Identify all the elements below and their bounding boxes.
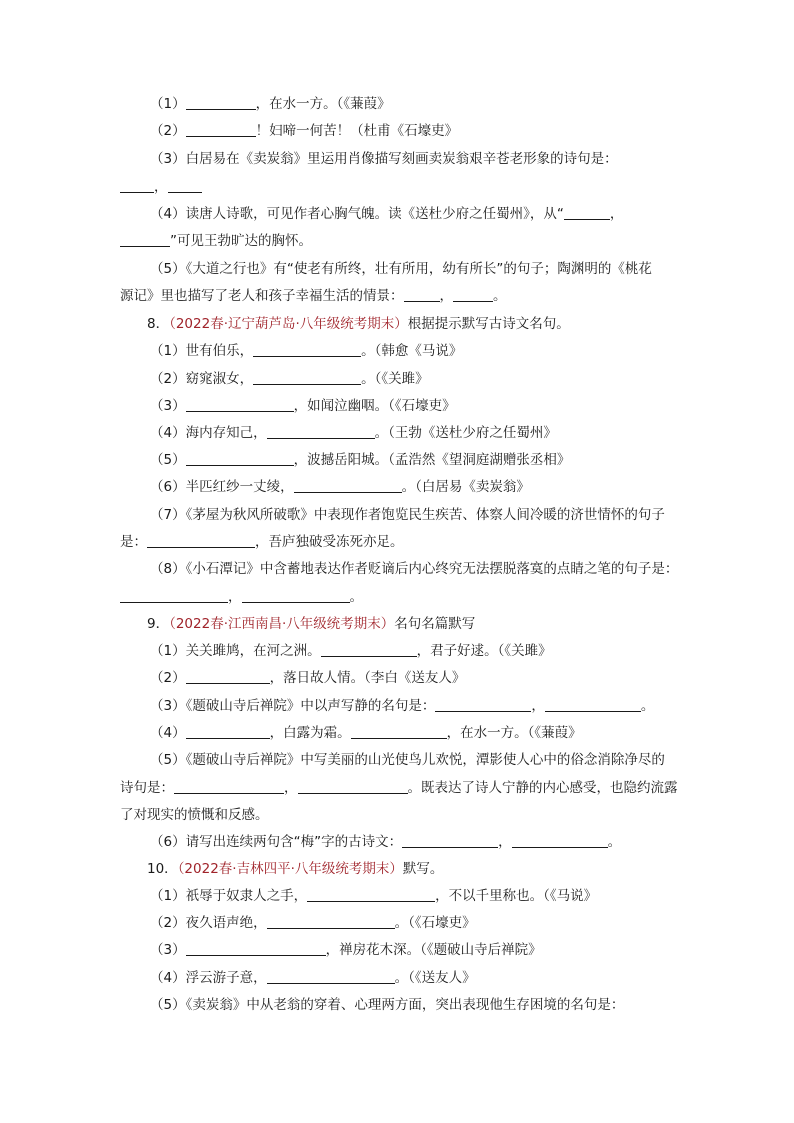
source-tag: （2022春·吉林四平·八年级统考期末）: [177, 861, 403, 877]
answer-blank[interactable]: [120, 601, 228, 603]
answer-blank[interactable]: [186, 135, 256, 137]
q9-item-5-cont2: 了对现实的愤慨和反感。: [120, 807, 269, 823]
answer-blank[interactable]: [174, 792, 284, 794]
q8-item-1: （1）世有伯乐， 。（韩愈《马说》: [150, 343, 463, 359]
q8-item-8-cont: ， 。: [120, 588, 680, 606]
source-tag: （2022春·江西南昌·八年级统考期末）: [169, 616, 395, 632]
q9-item-6: （6）请写出连续两句含“梅”字的古诗文： ， 。: [150, 834, 622, 850]
answer-blank[interactable]: [147, 546, 255, 548]
answer-blank[interactable]: [321, 655, 417, 657]
q10-item-1: （1）祇辱于奴隶人之手， ，不以千里称也。（《马说》: [150, 888, 598, 904]
q10-item-4: （4）浮云游子意， 。（《送友人》: [150, 970, 476, 986]
answer-blank[interactable]: [402, 846, 498, 848]
answer-blank[interactable]: [298, 792, 408, 794]
answer-blank[interactable]: [351, 737, 447, 739]
q7-item-3: （3）白居易在《卖炭翁》里运用肖像描写刻画卖炭翁艰辛苍老形象的诗句是：: [150, 151, 618, 167]
answer-blank[interactable]: [120, 245, 170, 247]
q8-item-3: （3） ，如闻泣幽咽。（《石壕吏》: [150, 398, 456, 414]
answer-blank[interactable]: [186, 954, 326, 956]
q8-item-6: （6）半匹红纱一丈绫， 。（白居易《卖炭翁》: [150, 479, 530, 495]
answer-blank[interactable]: [168, 191, 202, 193]
q7-item-5-cont: 源记》里也描写了老人和孩子幸福生活的情景： ， 。: [120, 288, 507, 304]
answer-blank[interactable]: [307, 900, 435, 902]
q7-item-4-cont: ”可见王勃旷达的胸怀。: [120, 232, 680, 250]
question-number: 9．: [147, 616, 170, 632]
item-number: （2）: [150, 123, 186, 139]
q8-item-4: （4）海内存知己， 。（王勃《送杜少府之任蜀州》: [150, 425, 557, 441]
source-tag: （2022春·辽宁葫芦岛·八年级统考期末）: [169, 316, 408, 332]
q10-item-2: （2）夜久语声绝， 。（《石壕吏》: [150, 915, 476, 931]
q7-item-5: （5）《大道之行也》有“使老有所终，壮有所用，幼有所长”的句子；陶渊明的《桃花: [150, 261, 652, 277]
answer-blank[interactable]: [186, 737, 270, 739]
answer-blank[interactable]: [120, 191, 154, 193]
q8-item-8: （8）《小石潭记》中含蓄地表达作者贬谪后内心终究无法摆脱落寞的点睛之笔的句子是：: [150, 561, 679, 577]
answer-blank[interactable]: [186, 464, 294, 466]
question-prompt: 根据提示默写古诗文名句。: [407, 316, 570, 332]
answer-blank[interactable]: [253, 383, 361, 385]
q8-item-2: （2）窈窕淑女， 。（《关雎》: [150, 371, 429, 387]
q9-item-5-cont: 诗句是： ， 。既表达了诗人宁静的内心感受，也隐约流露: [120, 780, 678, 796]
question-8-heading: [147, 315, 677, 333]
q9-item-5: （5）《题破山寺后禅院》中写美丽的山光使鸟儿欢悦，潭影使人心中的俗念消除净尽的: [150, 752, 665, 768]
item-number: （1）: [150, 96, 186, 112]
answer-blank[interactable]: [512, 846, 608, 848]
answer-blank[interactable]: [435, 710, 531, 712]
q8-item-7-cont: 是： ，吾庐独破受冻死亦足。: [120, 534, 404, 550]
q9-item-3: （3）《题破山寺后禅院》中以声写静的名句是： ， 。: [150, 698, 655, 714]
answer-blank[interactable]: [242, 601, 350, 603]
answer-blank[interactable]: [267, 927, 395, 929]
q7-item-4: （4）读唐人诗歌，可见作者心胸气魄。读《送杜少府之任蜀州》，从“ ，: [150, 206, 624, 222]
answer-blank[interactable]: [253, 355, 361, 357]
q9-item-4: （4） ，白露为霜。 ，在水一方。（《蒹葭》: [150, 725, 582, 741]
answer-blank[interactable]: [294, 491, 402, 493]
q10-item-5: （5）《卖炭翁》中从老翁的穿着、心理两方面，突出表现他生存困境的名句是：: [150, 997, 625, 1013]
item-number: （5）: [150, 261, 186, 277]
question-number: 8．: [147, 316, 170, 332]
question-prompt: 名句名篇默写: [394, 616, 476, 632]
answer-blank[interactable]: [564, 218, 610, 220]
q10-item-3: （3） ，禅房花木深。（《题破山寺后禅院》: [150, 942, 542, 958]
q8-item-7: （7）《茅屋为秋风所破歌》中表现作者饱览民生疾苦、体察人间冷暖的济世情怀的句子: [150, 507, 665, 523]
answer-blank[interactable]: [267, 982, 395, 984]
q7-item-3-cont: ，: [120, 178, 680, 196]
q7-item-1: （1） ，在水一方。（《蒹葭》: [150, 96, 391, 112]
question-number: 10．: [147, 861, 178, 877]
answer-blank[interactable]: [404, 300, 440, 302]
question-prompt: 默写。: [402, 861, 444, 877]
item-number: （4）: [150, 206, 186, 222]
question-9-heading: [147, 615, 677, 633]
q8-item-5: （5） ，波撼岳阳城。（孟浩然《望洞庭湖赠张丞相》: [150, 452, 571, 468]
answer-blank[interactable]: [186, 108, 256, 110]
q9-item-2: （2） ，落日故人情。（李白《送友人》: [150, 670, 466, 686]
answer-blank[interactable]: [267, 437, 375, 439]
item-number: （3）: [150, 151, 186, 167]
question-10-heading: [147, 860, 677, 878]
answer-blank[interactable]: [186, 410, 294, 412]
answer-blank[interactable]: [186, 682, 270, 684]
answer-blank[interactable]: [453, 300, 493, 302]
q9-item-1: （1）关关雎鸠，在河之洲。 ，君子好逑。（《关雎》: [150, 643, 552, 659]
q7-item-2: （2） ！妇啼一何苦！（杜甫《石壕吏》: [150, 123, 459, 139]
answer-blank[interactable]: [545, 710, 641, 712]
